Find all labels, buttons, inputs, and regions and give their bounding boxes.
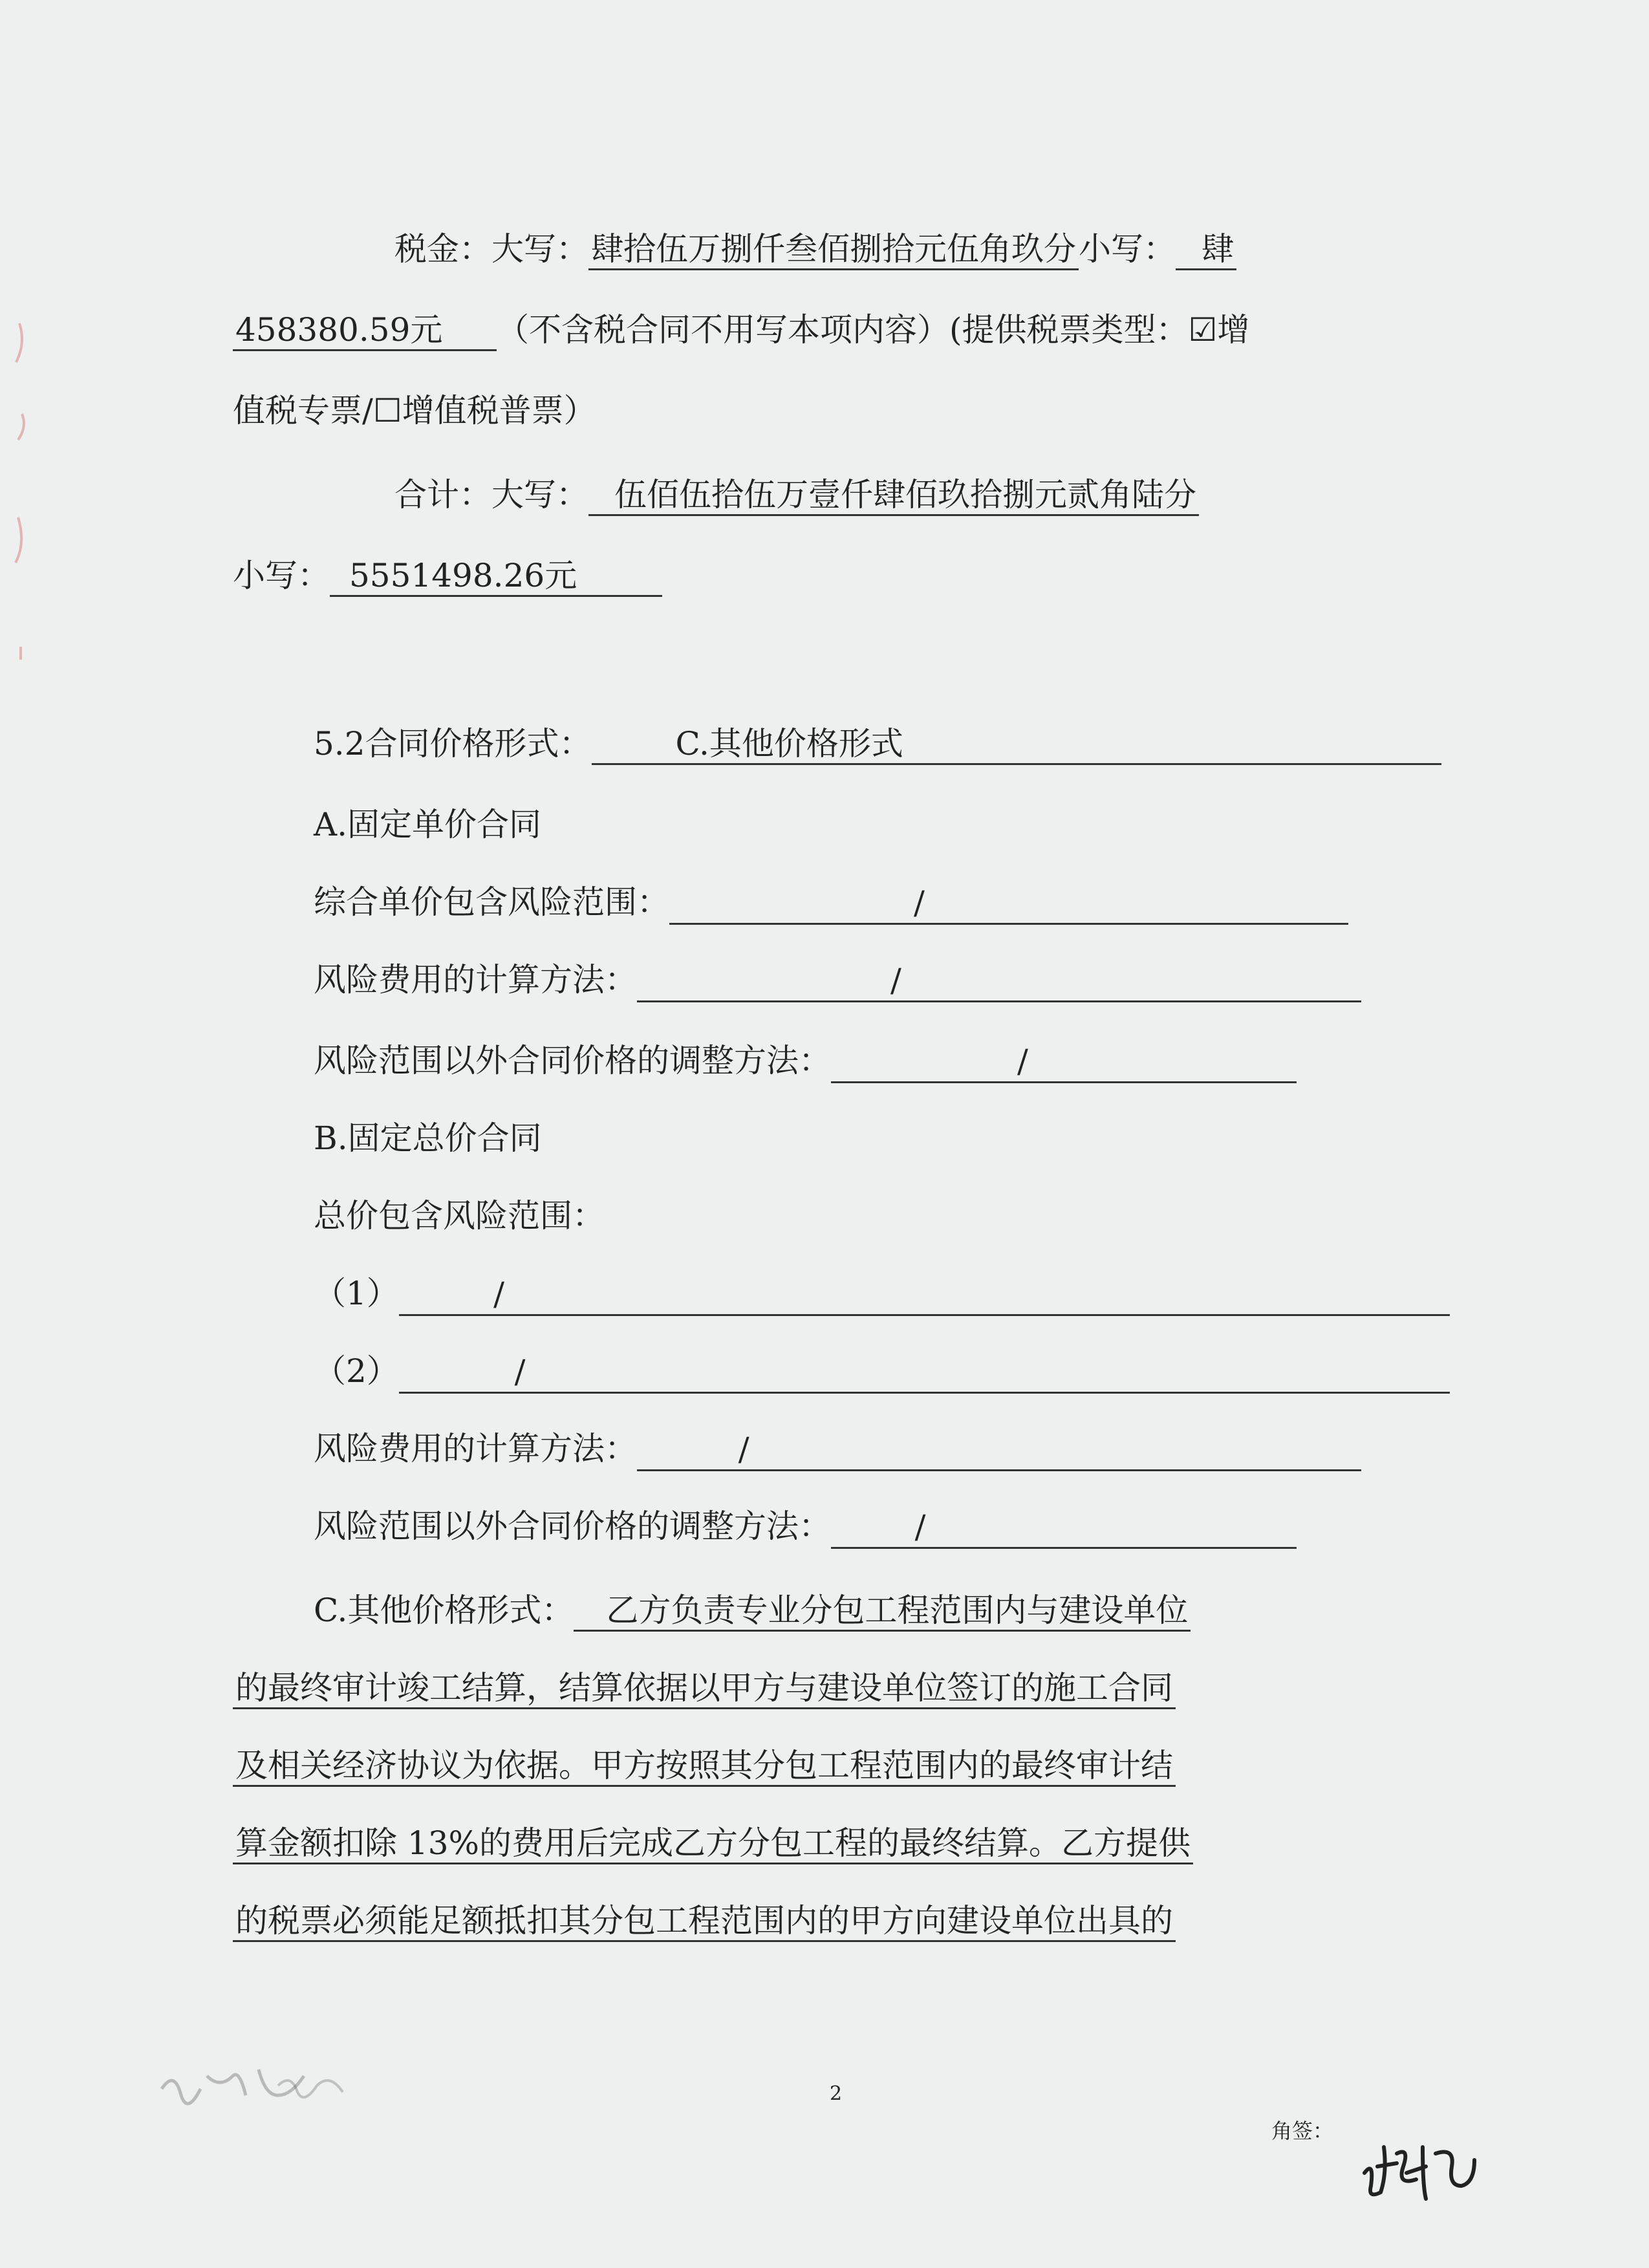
total-upper-amount: 伍佰伍拾伍万壹仟肆佰玖拾捌元贰角陆分 xyxy=(588,475,1199,516)
tax-small-amount: 458380.59元 xyxy=(233,310,497,351)
total-small-amount: 5551498.26元 xyxy=(330,556,662,597)
fixed-unit-risk-calc-label: 风险费用的计算方法： xyxy=(314,961,637,999)
tax-line-1 xyxy=(233,226,1449,272)
other-form-text-3: 及相关经济协议为依据。甲方按照其分包工程范围内的最终审计结 xyxy=(233,1746,1176,1787)
tax-line-2 xyxy=(233,307,1449,352)
other-form-text-5: 的税票必须能足额抵扣其分包工程范围内的甲方向建设单位出具的 xyxy=(233,1901,1176,1942)
initial-sign-label: 角签： xyxy=(1271,2119,1334,2143)
total-small-label: 小写： xyxy=(233,557,330,594)
fixed-unit-risk-calc xyxy=(233,957,1449,1002)
blank-slash: / xyxy=(914,1508,926,1546)
fixed-unit-adjust-blank[interactable] xyxy=(831,1042,1297,1083)
fixed-unit-title xyxy=(233,802,1449,847)
total-label: 合计：大写： xyxy=(394,476,588,513)
other-form-line-1 xyxy=(233,1588,1449,1633)
fixed-total-item-2-blank[interactable] xyxy=(399,1355,1450,1394)
price-form-line xyxy=(233,721,1449,766)
vat-special-label: 值税专票/ xyxy=(233,392,373,429)
total-line-1 xyxy=(233,472,1449,517)
fixed-unit-adjust-label: 风险范围以外合同价格的调整方法： xyxy=(314,1042,831,1079)
blank-slash: / xyxy=(914,884,925,922)
other-form-label: C.其他价格形式： xyxy=(314,1592,574,1629)
faint-bleedthrough-mark xyxy=(272,2060,349,2111)
fixed-unit-risk-scope-blank[interactable] xyxy=(669,884,1348,925)
fixed-total-adjust-blank[interactable] xyxy=(831,1508,1297,1549)
blank-slash: / xyxy=(514,1353,526,1390)
fixed-total-item-1-blank[interactable] xyxy=(399,1275,1450,1316)
handwritten-signature xyxy=(1358,2134,1487,2205)
other-form-line-4 xyxy=(233,1820,1449,1866)
fixed-unit-risk-scope-label: 综合单价包含风险范围： xyxy=(314,883,669,921)
price-form-label: 5.2合同价格形式： xyxy=(314,725,592,762)
tax-note: （不含税合同不用写本项内容）(提供税票类型： xyxy=(497,311,1189,349)
tax-label: 税金：大写： xyxy=(394,230,588,268)
tax-small-label: 小写： xyxy=(1079,230,1176,268)
blank-slash: / xyxy=(1017,1042,1028,1080)
fixed-unit-risk-scope xyxy=(233,880,1449,925)
fixed-total-risk-scope xyxy=(233,1193,1449,1238)
tax-upper-amount: 肆拾伍万捌仟叁佰捌拾元伍角玖分 xyxy=(588,230,1079,270)
fixed-total-risk-calc-label: 风险费用的计算方法： xyxy=(314,1430,637,1467)
fixed-total-item-2-label: （2） xyxy=(314,1352,399,1390)
page-number: 2 xyxy=(830,2082,843,2105)
other-form-line-3 xyxy=(233,1743,1449,1788)
fixed-total-item-1 xyxy=(233,1271,1449,1316)
blank-slash: / xyxy=(738,1431,749,1468)
fixed-unit-risk-calc-blank[interactable] xyxy=(637,964,1361,1002)
fixed-total-title-text: B.固定总价合同 xyxy=(314,1119,542,1157)
fixed-total-title xyxy=(233,1116,1449,1161)
blank-slash: / xyxy=(890,962,901,999)
fixed-total-adjust-label: 风险范围以外合同价格的调整方法： xyxy=(314,1507,831,1545)
edge-stain-marks xyxy=(0,0,39,2268)
other-form-text-1: 乙方负责专业分包工程范围内与建设单位 xyxy=(574,1591,1191,1632)
fixed-total-adjust xyxy=(233,1504,1449,1549)
fixed-total-item-1-label: （1） xyxy=(314,1275,399,1312)
other-form-text-2: 的最终审计竣工结算，结算依据以甲方与建设单位签订的施工合同 xyxy=(233,1669,1176,1709)
price-form-value: C.其他价格形式 xyxy=(592,724,1441,765)
tax-small-start: 肆 xyxy=(1176,230,1236,270)
tax-line-3 xyxy=(233,388,1449,433)
fixed-total-risk-calc xyxy=(233,1426,1449,1471)
fixed-unit-adjust xyxy=(233,1038,1449,1083)
fixed-total-risk-scope-label: 总价包含风险范围： xyxy=(314,1197,605,1235)
blank-slash: / xyxy=(493,1275,504,1313)
other-form-line-5 xyxy=(233,1898,1449,1943)
total-line-2 xyxy=(233,553,1449,598)
vat-special-label-start: 增 xyxy=(1217,311,1250,349)
fixed-unit-title-text: A.固定单价合同 xyxy=(314,806,542,843)
vat-normal-label: 增值税普票） xyxy=(402,392,596,429)
checkbox-vat-normal[interactable]: ☐ xyxy=(372,392,402,429)
other-form-text-4: 算金额扣除 13%的费用后完成乙方分包工程的最终结算。乙方提供 xyxy=(233,1824,1193,1864)
fixed-total-risk-calc-blank[interactable] xyxy=(637,1433,1361,1471)
other-form-line-2 xyxy=(233,1665,1449,1711)
checkbox-vat-special-checked[interactable]: ☑ xyxy=(1188,311,1218,349)
fixed-total-item-2 xyxy=(233,1348,1449,1394)
